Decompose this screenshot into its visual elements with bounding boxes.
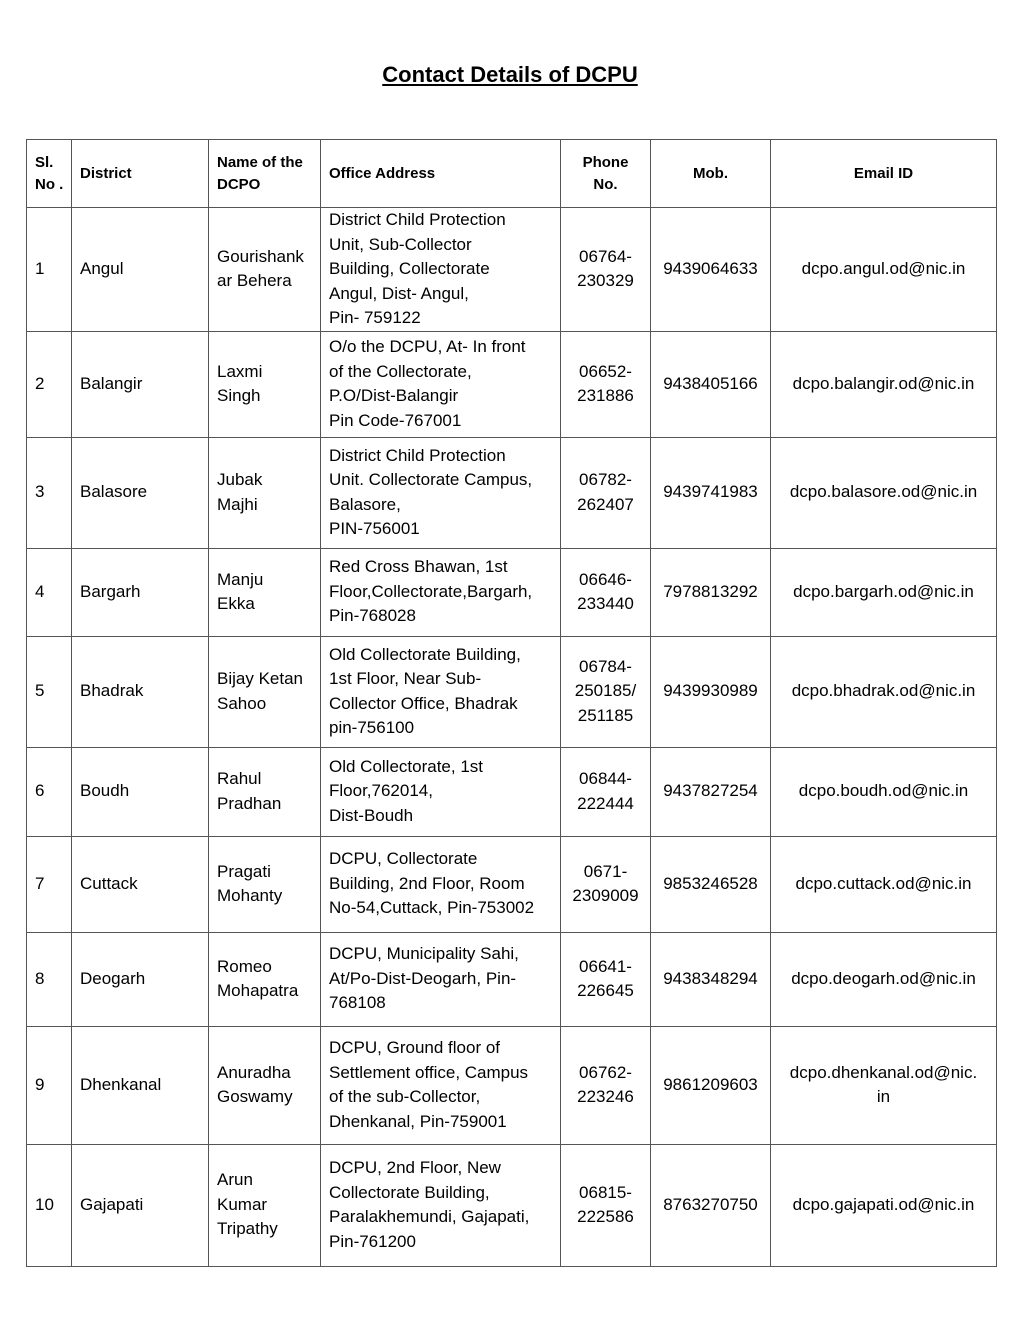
- cell-email[interactable]: dcpo.boudh.od@nic.in: [771, 747, 997, 836]
- header-office-address: Office Address: [321, 140, 561, 208]
- table-row: [27, 208, 997, 332]
- cell-address: Red Cross Bhawan, 1st Floor,Collectorate,Bargarh, Pin-768028: [321, 548, 561, 636]
- table-row: [27, 747, 997, 836]
- table-row: [27, 1026, 997, 1144]
- cell-email[interactable]: dcpo.bhadrak.od@nic.in: [771, 636, 997, 747]
- cell-phone: 06652- 231886: [561, 331, 651, 437]
- cell-dcpo-name: Romeo Mohapatra: [209, 932, 321, 1026]
- cell-district: Dhenkanal: [72, 1026, 209, 1144]
- cell-phone: 06762- 223246: [561, 1026, 651, 1144]
- cell-district: Balangir: [72, 331, 209, 437]
- cell-sl: 9: [27, 1026, 72, 1144]
- cell-sl: 1: [27, 208, 72, 332]
- cell-sl: 3: [27, 437, 72, 548]
- header-phone: Phone No.: [561, 140, 651, 208]
- cell-dcpo-name: Arun Kumar Tripathy: [209, 1144, 321, 1266]
- cell-district: Bhadrak: [72, 636, 209, 747]
- cell-dcpo-name: Rahul Pradhan: [209, 747, 321, 836]
- page-title: Contact Details of DCPU: [382, 62, 638, 87]
- cell-email[interactable]: dcpo.gajapati.od@nic.in: [771, 1144, 997, 1266]
- cell-sl: 4: [27, 548, 72, 636]
- cell-address: DCPU, Ground floor of Settlement office, Campus of the sub-Collector, Dhenkanal, Pin-759001: [321, 1026, 561, 1144]
- cell-dcpo-name: Laxmi Singh: [209, 331, 321, 437]
- table-row: [27, 437, 997, 548]
- table-row: [27, 932, 997, 1026]
- cell-address: District Child Protection Unit, Sub-Collector Building, Collectorate Angul, Dist- Angul, Pin- 759122: [321, 208, 561, 332]
- table-header-row: [27, 140, 997, 208]
- cell-sl: 6: [27, 747, 72, 836]
- dcpu-contact-table: [26, 139, 997, 1267]
- cell-sl: 8: [27, 932, 72, 1026]
- cell-district: Deogarh: [72, 932, 209, 1026]
- header-district: District: [72, 140, 209, 208]
- header-sl-no: Sl. No .: [27, 140, 72, 208]
- cell-dcpo-name: Gourishank ar Behera: [209, 208, 321, 332]
- cell-phone: 06646- 233440: [561, 548, 651, 636]
- table-row: [27, 548, 997, 636]
- cell-sl: 2: [27, 331, 72, 437]
- table-row: [27, 331, 997, 437]
- cell-address: DCPU, Collectorate Building, 2nd Floor, Room No-54,Cuttack, Pin-753002: [321, 836, 561, 932]
- cell-address: Old Collectorate Building, 1st Floor, Near Sub- Collector Office, Bhadrak pin-756100: [321, 636, 561, 747]
- table-row: [27, 636, 997, 747]
- cell-address: District Child Protection Unit. Collectorate Campus, Balasore, PIN-756001: [321, 437, 561, 548]
- cell-dcpo-name: Bijay Ketan Sahoo: [209, 636, 321, 747]
- cell-district: Gajapati: [72, 1144, 209, 1266]
- cell-sl: 7: [27, 836, 72, 932]
- cell-district: Cuttack: [72, 836, 209, 932]
- cell-mobile: 9853246528: [651, 836, 771, 932]
- cell-sl: 10: [27, 1144, 72, 1266]
- cell-mobile: 9439064633: [651, 208, 771, 332]
- cell-email[interactable]: dcpo.balangir.od@nic.in: [771, 331, 997, 437]
- cell-dcpo-name: Jubak Majhi: [209, 437, 321, 548]
- header-dcpo-name: Name of the DCPO: [209, 140, 321, 208]
- cell-phone: 06784- 250185/ 251185: [561, 636, 651, 747]
- cell-mobile: 8763270750: [651, 1144, 771, 1266]
- table-row: [27, 1144, 997, 1266]
- cell-email[interactable]: dcpo.cuttack.od@nic.in: [771, 836, 997, 932]
- cell-district: Boudh: [72, 747, 209, 836]
- cell-district: Balasore: [72, 437, 209, 548]
- header-mobile: Mob.: [651, 140, 771, 208]
- cell-phone: 06641- 226645: [561, 932, 651, 1026]
- cell-address: O/o the DCPU, At- In front of the Collectorate, P.O/Dist-Balangir Pin Code-767001: [321, 331, 561, 437]
- cell-email[interactable]: dcpo.dhenkanal.od@nic. in: [771, 1026, 997, 1144]
- cell-address: Old Collectorate, 1st Floor,762014, Dist-Boudh: [321, 747, 561, 836]
- cell-mobile: 9437827254: [651, 747, 771, 836]
- cell-dcpo-name: Anuradha Goswamy: [209, 1026, 321, 1144]
- cell-phone: 06844- 222444: [561, 747, 651, 836]
- cell-email[interactable]: dcpo.deogarh.od@nic.in: [771, 932, 997, 1026]
- cell-phone: 06815- 222586: [561, 1144, 651, 1266]
- cell-phone: 0671- 2309009: [561, 836, 651, 932]
- cell-mobile: 7978813292: [651, 548, 771, 636]
- cell-mobile: 9438348294: [651, 932, 771, 1026]
- cell-phone: 06764- 230329: [561, 208, 651, 332]
- cell-district: Bargarh: [72, 548, 209, 636]
- table-row: [27, 836, 997, 932]
- cell-mobile: 9438405166: [651, 331, 771, 437]
- cell-phone: 06782- 262407: [561, 437, 651, 548]
- cell-address: DCPU, 2nd Floor, New Collectorate Building, Paralakhemundi, Gajapati, Pin-761200: [321, 1144, 561, 1266]
- cell-dcpo-name: Pragati Mohanty: [209, 836, 321, 932]
- cell-email[interactable]: dcpo.angul.od@nic.in: [771, 208, 997, 332]
- cell-address: DCPU, Municipality Sahi, At/Po-Dist-Deogarh, Pin- 768108: [321, 932, 561, 1026]
- cell-mobile: 9439741983: [651, 437, 771, 548]
- cell-dcpo-name: Manju Ekka: [209, 548, 321, 636]
- cell-sl: 5: [27, 636, 72, 747]
- cell-district: Angul: [72, 208, 209, 332]
- header-email: Email ID: [771, 140, 997, 208]
- cell-email[interactable]: dcpo.bargarh.od@nic.in: [771, 548, 997, 636]
- cell-mobile: 9439930989: [651, 636, 771, 747]
- cell-email[interactable]: dcpo.balasore.od@nic.in: [771, 437, 997, 548]
- cell-mobile: 9861209603: [651, 1026, 771, 1144]
